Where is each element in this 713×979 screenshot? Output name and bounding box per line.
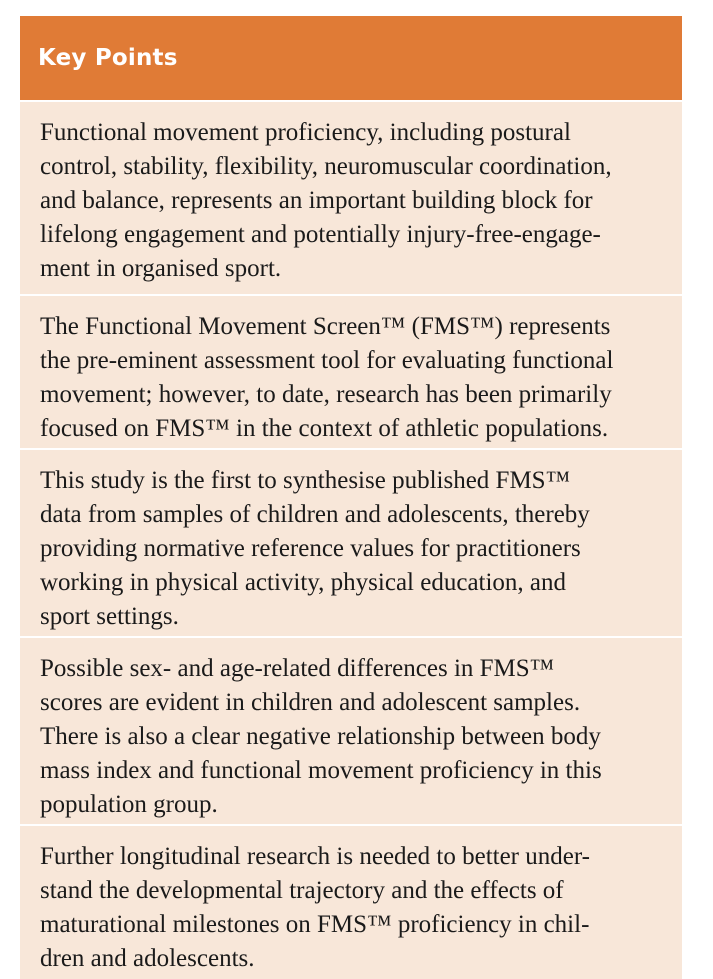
key-point-item: The Functional Movement Screen™ (FMS™) represents the pre-eminent assessment tool for evaluating functional movement; however, to date, research has been primarily focused on FMS™ in the context of athletic populations. — [40, 313, 614, 442]
key-point-item: Functional movement proficiency, including postural control, stability, flexibility, neuromuscular coordination, and balance, represents an important building block for lifelong engagement and potentially injury-free-engage- ment in organised sport. — [40, 119, 612, 282]
key-points-title: Key Points — [38, 45, 178, 71]
key-point-item: Possible sex- and age-related differences in FMS™ scores are evident in children and adolescent samples. There is also a clear negative relationship between body mass index and functional movement proficiency in this population group. — [40, 655, 602, 818]
key-point-item: This study is the first to synthesise published FMS™ data from samples of children and adolescents, thereby providing normative reference values for practitioners working in physical activity, physical education, and sport settings. — [40, 467, 590, 630]
key-point-item: Further longitudinal research is needed to better under- stand the developmental trajectory and the effects of maturational milestones on FMS™ proficiency in chil- dren and adolescents. — [40, 843, 590, 972]
key-points-header — [20, 16, 682, 100]
key-points-box — [20, 16, 682, 979]
